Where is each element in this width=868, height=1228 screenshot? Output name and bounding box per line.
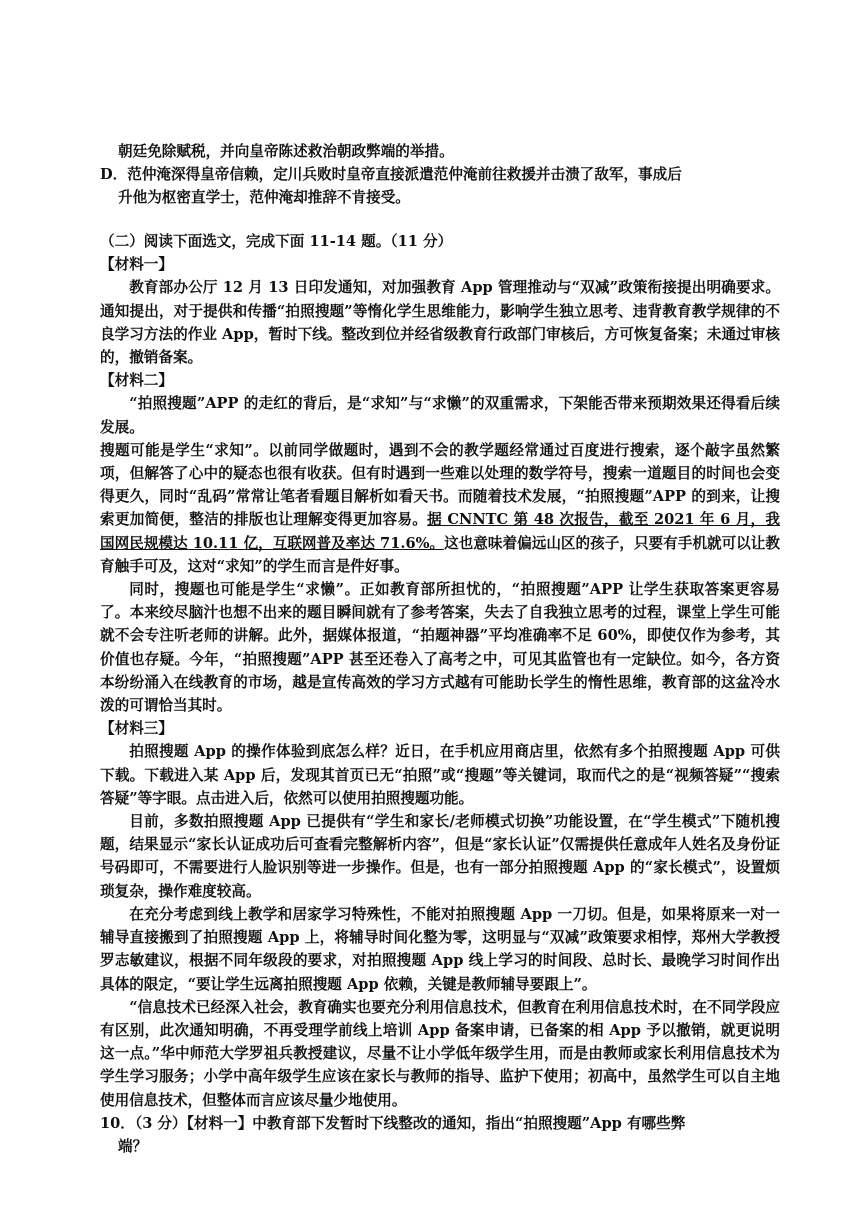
question-10-line2: 端？ — [118, 1137, 148, 1155]
material-2-paragraph-2 — [100, 439, 780, 578]
material-3-paragraph-1: 拍照搜题 App 的操作体验到底怎么样？近日，在手机应用商店里，依然有多个拍照搜题 App 可供下载。下载进入某 App 后，发现其首页已无“拍照”或“搜题”等关键词，取而代之的是“视频答疑”“搜索答疑”等字眼。点击进入后，依然可以使用拍照搜题功能。 — [100, 743, 780, 807]
material-1-paragraph: 教育部办公厅 12 月 13 日印发通知，对加强教育 App 管理推动与“双减”政策衔接提出明确要求。通知提出，对于提供和传播“拍照搜题”等惰化学生思维能力，影响学生独立思考、违背教育教学规律的不良学习方法的作业 App，暂时下线。整改到位并经省级教育行政部门审核后，方可恢复备案；未通过审核的，撤销备案。 — [100, 279, 780, 367]
material-3-paragraph-2: 目前，多数拍照搜题 App 已提供有“学生和家长/老师模式切换”功能设置，在“学生模式”下随机搜题，结果显示“家长认证成功后可查看完整解析内容”，但是“家长认证”仅需提供任意成年人姓名及身份证号码即可，不需要进行人脸识别等进一步操作。但是，也有一部分拍照搜题 App 的“家长模式”，设置烦琐复杂，操作难度较高。 — [100, 813, 780, 900]
material-3-paragraph-4: “信息技术已经深入社会，教育确实也要充分利用信息技术，但教育在利用信息技术时，在不同学段应有区别，此次通知明确，不再受理学前线上培训 App 备案申请，已备案的相 App 予以撤销，就更说明这一点。”华中师范大学罗祖兵教授建议，尽量不让小学低年级学生用，而是由教师或家长利用信息技术为学生学习服务；小学中高年级学生应该在家长与教师的指导、监护下使用；初高中，虽然学生可以自主地使用信息技术，但整体而言应该尽量少地使用。 — [100, 998, 780, 1109]
option-c-continuation: 朝廷免除赋税，并向皇帝陈述救治朝政弊端的举措。 — [118, 143, 454, 160]
m2-p2-text-b: 这也意味着偏远山区的孩子，只要有手机就可以让教育触手可及，这对“求知”的学生而言是件好事。 — [100, 534, 780, 575]
question-10-line1: 10．（3 分）【材料一】中教育部下发暂时下线整改的通知，指出“拍照搜题”App 有哪些弊 — [100, 1114, 686, 1132]
previous-question-tail — [100, 140, 780, 210]
material-1-label: 【材料一】 — [100, 256, 173, 274]
material-2-label: 【材料二】 — [100, 372, 173, 390]
material-2-paragraph-3: 同时，搜题也可能是学生“求懒”。正如教育部所担忧的，“拍照搜题”APP 让学生获取答案更容易了。本来绞尽脑汁也想不出来的题目瞬间就有了参考答案，失去了自我独立思考的过程，课堂上学生可能就不会专注听老师的讲解。此外，据媒体报道，“拍题神器”平均准确率不足 60%，即使仅作为参考，其价值也存疑。今年，“拍照搜题”APP 甚至还卷入了高考之中，可见其监管也有一定缺位。如今，各方资本纷纷涌入在线教育的市场，越是宣传高效的学习方式越有可能助长学生的惰性思维，教育部的这盆冷水泼的可谓恰当其时。 — [100, 581, 780, 715]
material-2-paragraph-1: “拍照搜题”APP 的走红的背后，是“求知”与“求懒”的双重需求，下架能否带来预期效果还得看后续发展。 — [100, 395, 780, 436]
m2-p2-underlined-statistic: 据 CNNTC 第 48 次报告，截至 2021 年 6 月，我国网民规模达 10.11 亿，互联网普及率达 71.6%。 — [100, 511, 780, 552]
material-3-paragraph-3: 在充分考虑到线上教学和居家学习特殊性，不能对拍照搜题 App 一刀切。但是，如果将原来一对一辅导直接搬到了拍照搜题 App 上，将辅导时间化整为零，这明显与“双减”政策要求相悖，郑州大学教授罗志敏建议，根据不同年级段的要求，对拍照搜题 App 线上学习的时间段、总时长、最晚学习时间作出具体的限定，“要让学生远离拍照搜题 App 依赖，关键是教师辅导要跟上”。 — [100, 905, 780, 993]
option-d-line1: D．范仲淹深得皇帝信赖，定川兵败时皇帝直接派遣范仲淹前往救援并击溃了敌军，事成后 — [100, 166, 682, 184]
reading-section — [100, 230, 780, 1158]
option-d-line2: 升他为枢密直学士，范仲淹却推辞不肯接受。 — [118, 189, 410, 207]
section-heading: （二）阅读下面选文，完成下面 11-14 题。（11 分） — [100, 233, 453, 250]
material-3-label: 【材料三】 — [100, 720, 173, 738]
m2-p2-text-a: 搜题可能是学生“求知”。以前同学做题时，遇到不会的教学题经常通过百度进行搜索，逐个敲字虽然繁项，但解答了心中的疑态也很有收获。但有时遇到一些难以处理的数学符号，搜索一道题目的时间也会变得更久，同时“乱码”常常让笔者看题目解析如看天书。而随着技术发展，“拍照搜题”APP 的到来，让搜索更加简便，整洁的排版也让理解变得更加容易。 — [100, 441, 780, 529]
